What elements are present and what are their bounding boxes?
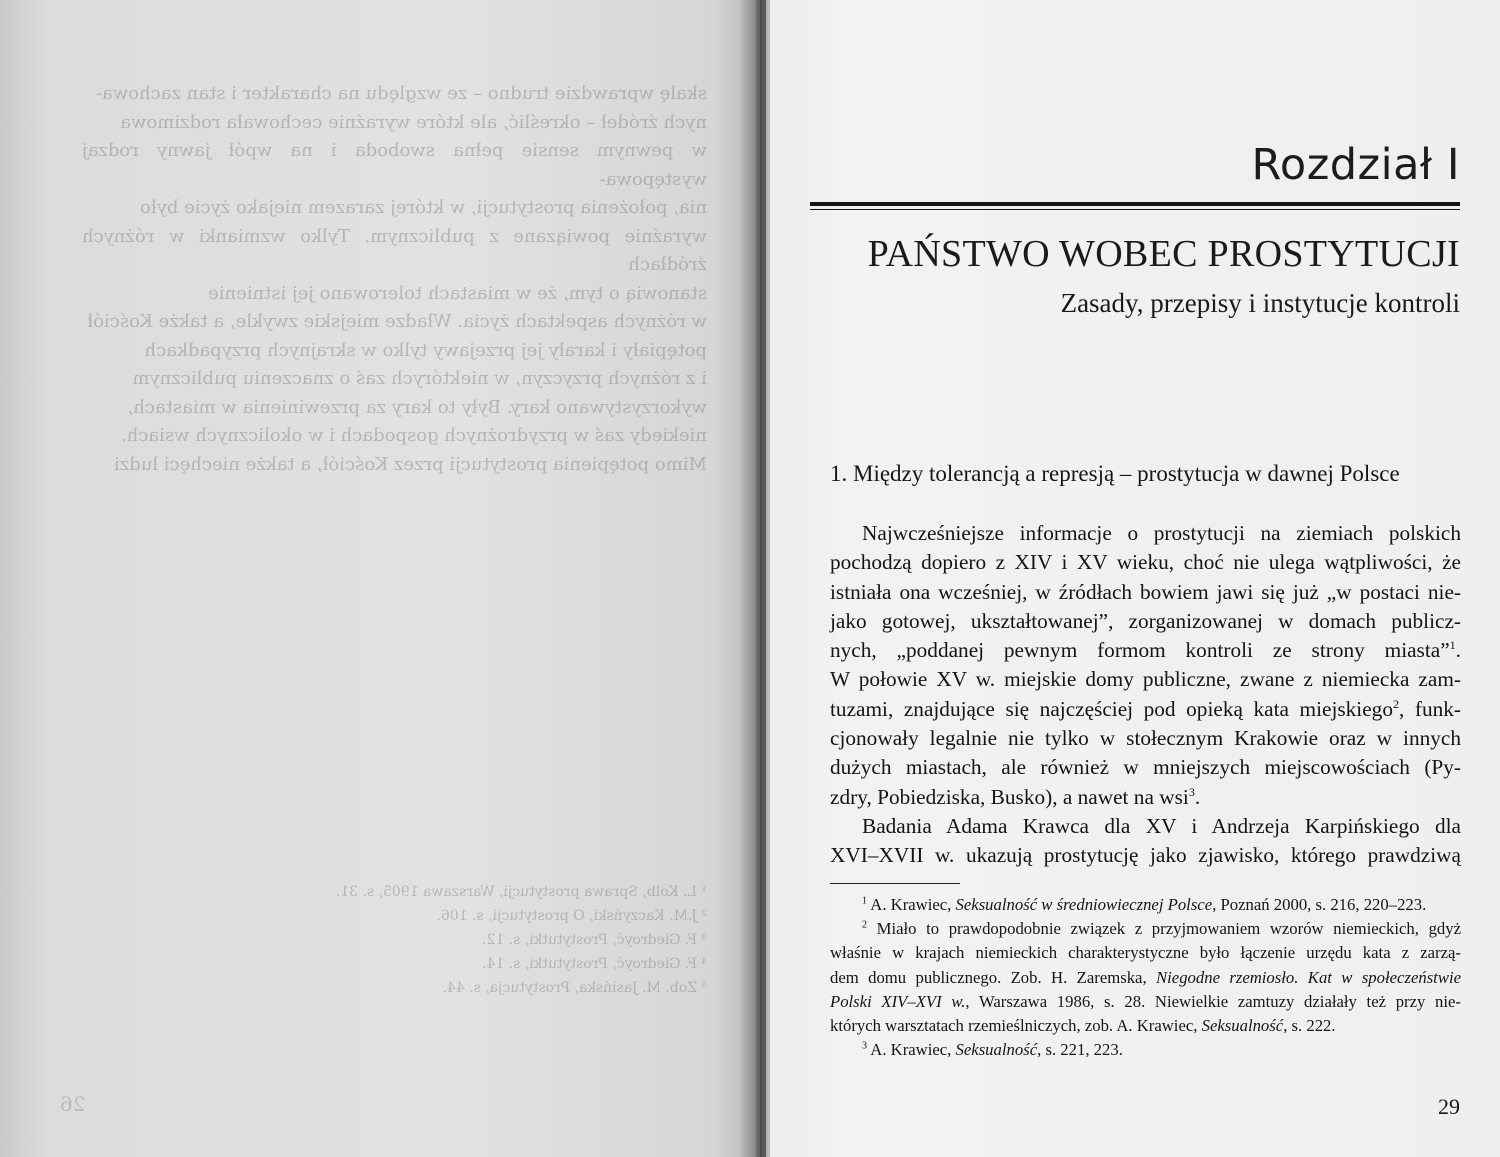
ghost-footnote: ⁴ F. Giedroyć, Prostytutki, s. 14. bbox=[482, 956, 707, 972]
page-number: 29 bbox=[1438, 1094, 1460, 1119]
footnote-ref-1[interactable]: 1 bbox=[1449, 638, 1456, 653]
ghost-line: potępiały i karały jej przejawy tylko w skrajnych przypadkach bbox=[144, 339, 707, 361]
footnote-ref-2[interactable]: 2 bbox=[1392, 696, 1399, 711]
ghost-footnote: ³ F. Giedroyć, Prostytutki, s. 12. bbox=[482, 932, 707, 948]
paragraph-line: cjonowały legalnie nie tylko w stołecznym Krakowie oraz w innych bbox=[830, 726, 1461, 751]
ghost-footnote: ⁵ Zob. M. Jasińska, Prostytucja, s. 44. bbox=[442, 980, 707, 996]
paragraph-line: dużych miastach, ale również w mniejszych miejscowościach (Py- bbox=[830, 755, 1461, 780]
chapter-rule-thick bbox=[810, 202, 1460, 206]
ghost-page-number: 26 bbox=[60, 1092, 86, 1116]
footnote-ref-3[interactable]: 3 bbox=[1188, 784, 1195, 799]
chapter-subtitle: Zasady, przepisy i instytucje kontroli bbox=[1060, 288, 1460, 318]
section-heading: 1. Między tolerancją a represją – prostytucja w dawnej Polsce bbox=[830, 461, 1400, 486]
paragraph-line: nych, „poddanej pewnym formom kontroli ze strony miasta”$^1$. bbox=[830, 638, 1461, 663]
paragraph-line: zdry, Pobiedziska, Busko), a nawet na wsi$^3$. bbox=[830, 784, 1201, 809]
chapter-rule-thin bbox=[810, 209, 1460, 210]
footnote-separator bbox=[830, 883, 960, 884]
paragraph-line: W połowie XV w. miejskie domy publiczne, zwane z niemiecka zam- bbox=[830, 667, 1461, 692]
ghost-line: stanowią o tym, że w miastach tolerowano jej istnienie bbox=[208, 282, 707, 304]
ghost-line: skalę wprawdzie trudno – ze względu na charakter i stan zachowa- bbox=[95, 83, 707, 104]
ghost-line: niekiedy zaś w przydrożnych gospodach i w okolicznych wsiach. bbox=[121, 425, 707, 446]
ghost-line: nia, położenia prostytucji, w której zarazem niejako życie było bbox=[140, 197, 707, 218]
paragraph-line: Badania Adama Krawca dla XV i Andrzeja Karpińskiego dla bbox=[862, 813, 1461, 838]
paragraph-line: XVI–XVII w. ukazują prostytucję jako zjawisko, którego prawdziwą bbox=[830, 843, 1461, 868]
paragraph-line: pochodzą dopiero z XIV i XV wieku, choć nie ulega wątpliwości, że bbox=[830, 550, 1461, 575]
chapter-title: PAŃSTWO WOBEC PROSTYTUCJI bbox=[867, 233, 1460, 275]
ghost-footnote: ¹ L. Kolb, Sprawa prostytucji, Warszawa 1905, s. 31. bbox=[335, 884, 707, 900]
footnote-1: $^1$ A. Krawiec, Seksualność w średniowiecznej Polsce, Poznań 2000, s. 216, 220–223. bbox=[862, 895, 1427, 914]
footnote-2-line: których warsztatach rzemieślniczych, zob. A. Krawiec, Seksualność, s. 222. bbox=[830, 1015, 1336, 1035]
ghost-line: w różnych aspektach życia. Władze miejskie zwykle, a także Kościół bbox=[87, 311, 707, 332]
ghost-line: nych źródeł – określić, ale które wyraźnie cechowała rodzimowa bbox=[120, 111, 707, 133]
ghost-line: wyraźnie powiązane z publicznym. Tylko wzmianki w różnych źródłach bbox=[82, 225, 707, 275]
body-text bbox=[830, 519, 1461, 871]
footnotes bbox=[830, 893, 1461, 1062]
footnote-2-line: dem domu publicznego. Zob. H. Zaremska, Niegodne rzemiosło. Kat w społeczeństwie bbox=[830, 967, 1461, 987]
ghost-text-block bbox=[82, 80, 707, 479]
ghost-line: w pewnym sensie pełna swoboda i na wpół jawny rodzaj występowa- bbox=[82, 140, 707, 190]
ghost-footnote: ² J.M. Kaczyński, O prostytucji, s. 106. bbox=[436, 908, 707, 924]
spine-shadow bbox=[760, 0, 766, 1157]
paragraph-line: jako gotowej, ukształtowanej”, zorganizowanej w domach publicz- bbox=[830, 608, 1461, 633]
ghost-footnotes bbox=[82, 880, 707, 1000]
paragraph-line: tuzami, znajdujące się najczęściej pod opieką kata miejskiego$^2$, funk- bbox=[830, 696, 1461, 721]
ghost-line: wykorzystywano kary. Były to kary za przewinienia w miastach, bbox=[127, 396, 707, 418]
paragraph-line: Najwcześniejsze informacje o prostytucji na ziemiach polskich bbox=[862, 521, 1461, 545]
footnote-2-line: Polski XIV–XVI w., Warszawa 1986, s. 28. Niewielkie zamtuzy działały też przy nie- bbox=[830, 991, 1461, 1011]
right-page bbox=[770, 0, 1500, 1157]
chapter-label: Rozdział I bbox=[1251, 140, 1460, 190]
footnote-2: $^2$ Miało to prawdopodobnie związek z przyjmowaniem wzorów niemieckich, gdyż bbox=[862, 919, 1462, 939]
ghost-line: i z różnych przyczyn, w niektórych zaś o znaczeniu publicznym bbox=[132, 368, 707, 389]
paragraph-line: istniała ona wcześniej, w źródłach bowiem jawi się już „w postaci nie- bbox=[830, 579, 1461, 604]
ghost-line: Mimo potępienia prostytucji przez Kościół, a także niechęci ludzi bbox=[113, 453, 707, 475]
footnote-3: $^3$ A. Krawiec, Seksualność, s. 221, 223. bbox=[862, 1040, 1123, 1060]
footnote-2-line: właśnie w krajach niemieckich charakterystyczne było łączenie urzędu kata z zarzą- bbox=[830, 943, 1461, 963]
